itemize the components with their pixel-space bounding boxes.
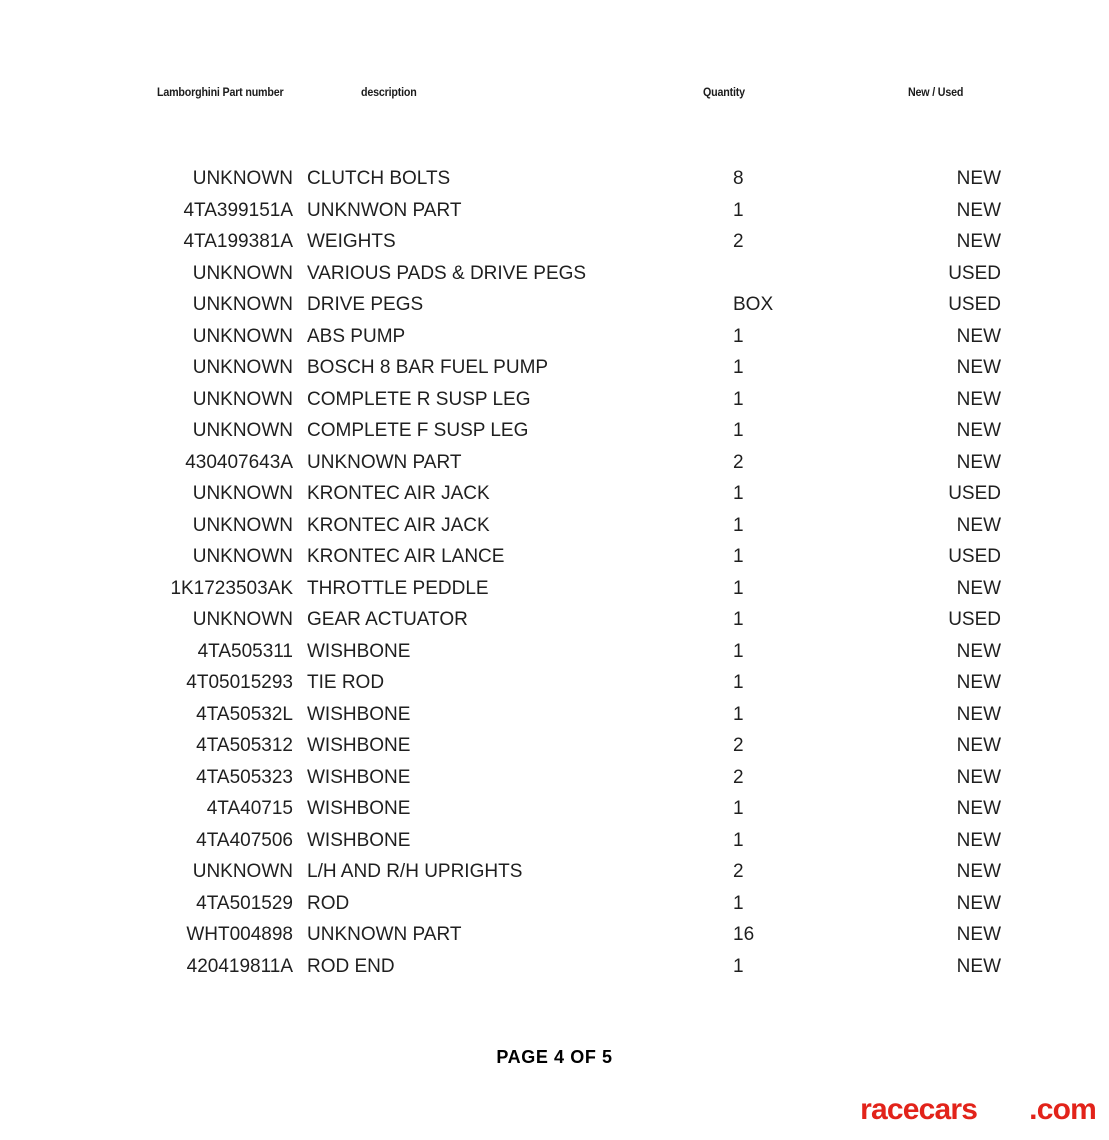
page-number-footer: PAGE 4 OF 5 (496, 1047, 613, 1067)
cell-part-number: WHT004898 (186, 924, 293, 945)
table-row (0, 357, 1109, 389)
cell-new-used: NEW (956, 766, 1001, 788)
cell-part-number: 4TA505311 (197, 640, 293, 662)
table-header-row (0, 87, 1109, 107)
cell-description: WEIGHTS (307, 231, 396, 252)
cell-part-number: 4TA399151A (183, 199, 293, 221)
table-row (0, 861, 1109, 893)
table-row (0, 798, 1109, 830)
table-row (0, 326, 1109, 358)
cell-part-number: UNKNOWN (192, 546, 293, 567)
cell-part-number: UNKNOWN (192, 168, 293, 189)
table-row (0, 168, 1109, 200)
cell-new-used: NEW (956, 357, 1001, 378)
table-row (0, 893, 1109, 925)
cell-description: KRONTEC AIR JACK (307, 483, 490, 504)
cell-new-used: NEW (956, 924, 1001, 945)
cell-description: WISHBONE (307, 798, 411, 819)
cell-quantity: 1 (733, 892, 744, 914)
cell-quantity: 1 (733, 609, 744, 630)
cell-part-number: 4TA199381A (183, 231, 293, 252)
cell-new-used: NEW (956, 231, 1001, 252)
table-row (0, 641, 1109, 673)
cell-description: WISHBONE (307, 703, 411, 725)
cell-part-number: 4TA505323 (196, 766, 293, 788)
cell-part-number: UNKNOWN (192, 357, 293, 378)
cell-new-used: NEW (956, 829, 1001, 851)
cell-new-used: USED (948, 262, 1001, 284)
cell-quantity: 2 (733, 861, 744, 882)
table-row (0, 672, 1109, 704)
cell-new-used: NEW (956, 640, 1001, 662)
table-row (0, 420, 1109, 452)
cell-quantity: 1 (733, 514, 744, 536)
cell-part-number: UNKNOWN (192, 514, 293, 536)
cell-new-used: NEW (956, 420, 1001, 441)
cell-new-used: NEW (956, 514, 1001, 536)
cell-new-used: NEW (956, 577, 1001, 599)
table-row (0, 200, 1109, 232)
cell-new-used: NEW (956, 735, 1001, 756)
cell-description: DRIVE PEGS (307, 294, 424, 315)
column-header-part-number: Lamborghini Part number (157, 87, 284, 99)
cell-description: WISHBONE (307, 766, 411, 788)
cell-new-used: NEW (956, 955, 1001, 977)
cell-quantity: 1 (733, 955, 744, 977)
cell-description: COMPLETE R SUSP LEG (307, 388, 531, 410)
cell-description: CLUTCH BOLTS (307, 168, 451, 189)
table-row (0, 515, 1109, 547)
cell-new-used: USED (948, 294, 1001, 315)
cell-new-used: NEW (956, 451, 1001, 473)
cell-quantity: 1 (733, 640, 744, 662)
cell-quantity: 1 (733, 577, 744, 599)
cell-new-used: NEW (956, 168, 1001, 189)
cell-new-used: NEW (956, 703, 1001, 725)
table-row (0, 767, 1109, 799)
table-row (0, 830, 1109, 862)
cell-quantity: 1 (733, 388, 744, 410)
table-row (0, 609, 1109, 641)
cell-quantity: 1 (733, 420, 744, 441)
cell-description: COMPLETE F SUSP LEG (307, 420, 529, 441)
cell-part-number: 4TA501529 (196, 892, 293, 914)
cell-quantity: 2 (733, 735, 744, 756)
cell-description: KRONTEC AIR JACK (307, 514, 490, 536)
cell-part-number: UNKNOWN (192, 294, 293, 315)
parts-table-body (0, 168, 1109, 987)
table-row (0, 231, 1109, 263)
cell-part-number: UNKNOWN (192, 861, 293, 882)
cell-quantity: BOX (733, 294, 774, 315)
cell-quantity: 2 (733, 766, 744, 788)
table-row (0, 263, 1109, 295)
table-row (0, 704, 1109, 736)
cell-part-number: 1K1723503AK (170, 577, 293, 599)
cell-part-number: 4TA40715 (206, 798, 293, 819)
cell-part-number: 420419811A (186, 955, 293, 977)
cell-part-number: 430407643A (185, 451, 293, 473)
cell-description: WISHBONE (307, 735, 411, 756)
cell-quantity: 1 (733, 199, 744, 221)
cell-quantity: 2 (733, 231, 744, 252)
table-row (0, 956, 1109, 988)
cell-description: UNKNOWN PART (307, 451, 462, 473)
cell-quantity: 1 (733, 672, 744, 693)
cell-description: L/H AND R/H UPRIGHTS (307, 861, 523, 882)
table-row (0, 294, 1109, 326)
cell-part-number: 4TA505312 (196, 735, 293, 756)
cell-quantity: 2 (733, 451, 744, 473)
cell-new-used: USED (948, 483, 1001, 504)
cell-new-used: NEW (956, 892, 1001, 914)
table-row (0, 452, 1109, 484)
cell-description: VARIOUS PADS & DRIVE PEGS (307, 262, 587, 284)
watermark-tld: .com (1029, 1093, 1096, 1126)
racecars-com-watermark (860, 1093, 1096, 1127)
cell-description: KRONTEC AIR LANCE (307, 546, 505, 567)
cell-quantity: 1 (733, 357, 744, 378)
cell-quantity: 1 (733, 798, 744, 819)
cell-new-used: NEW (956, 388, 1001, 410)
watermark-name: racecars (860, 1093, 978, 1126)
column-header-new-used: New / Used (908, 87, 964, 99)
cell-description: BOSCH 8 BAR FUEL PUMP (307, 357, 549, 378)
cell-quantity: 1 (733, 483, 744, 504)
cell-description: TIE ROD (307, 672, 385, 693)
cell-part-number: 4TA50532L (196, 703, 293, 725)
cell-description: WISHBONE (307, 640, 411, 662)
cell-quantity: 1 (733, 546, 744, 567)
table-row (0, 924, 1109, 956)
cell-new-used: USED (948, 546, 1001, 567)
cell-part-number: UNKNOWN (192, 420, 293, 441)
cell-quantity: 8 (733, 168, 744, 189)
column-header-quantity: Quantity (703, 87, 745, 99)
table-row (0, 735, 1109, 767)
column-header-description: description (361, 87, 417, 99)
cell-quantity: 1 (733, 325, 744, 347)
cell-quantity: 16 (733, 924, 755, 945)
cell-description: ABS PUMP (307, 325, 406, 347)
cell-part-number: UNKNOWN (192, 483, 293, 504)
cell-part-number: UNKNOWN (192, 388, 293, 410)
cell-description: ROD (307, 892, 350, 914)
table-row (0, 546, 1109, 578)
cell-new-used: NEW (956, 325, 1001, 347)
cell-description: THROTTLE PEDDLE (307, 577, 489, 599)
cell-new-used: USED (948, 609, 1001, 630)
cell-part-number: 4T05015293 (186, 672, 293, 693)
cell-new-used: NEW (956, 199, 1001, 221)
cell-description: UNKNWON PART (307, 199, 462, 221)
cell-part-number: UNKNOWN (192, 609, 293, 630)
cell-part-number: UNKNOWN (192, 262, 293, 284)
cell-description: WISHBONE (307, 829, 411, 851)
table-row (0, 483, 1109, 515)
cell-new-used: NEW (956, 798, 1001, 819)
cell-description: GEAR ACTUATOR (307, 609, 468, 630)
cell-part-number: UNKNOWN (192, 325, 293, 347)
cell-description: ROD END (307, 955, 395, 977)
cell-new-used: NEW (956, 861, 1001, 882)
table-row (0, 578, 1109, 610)
cell-quantity: 1 (733, 703, 744, 725)
cell-part-number: 4TA407506 (196, 829, 293, 851)
cell-new-used: NEW (956, 672, 1001, 693)
table-row (0, 389, 1109, 421)
cell-description: UNKNOWN PART (307, 924, 462, 945)
cell-quantity: 1 (733, 829, 744, 851)
